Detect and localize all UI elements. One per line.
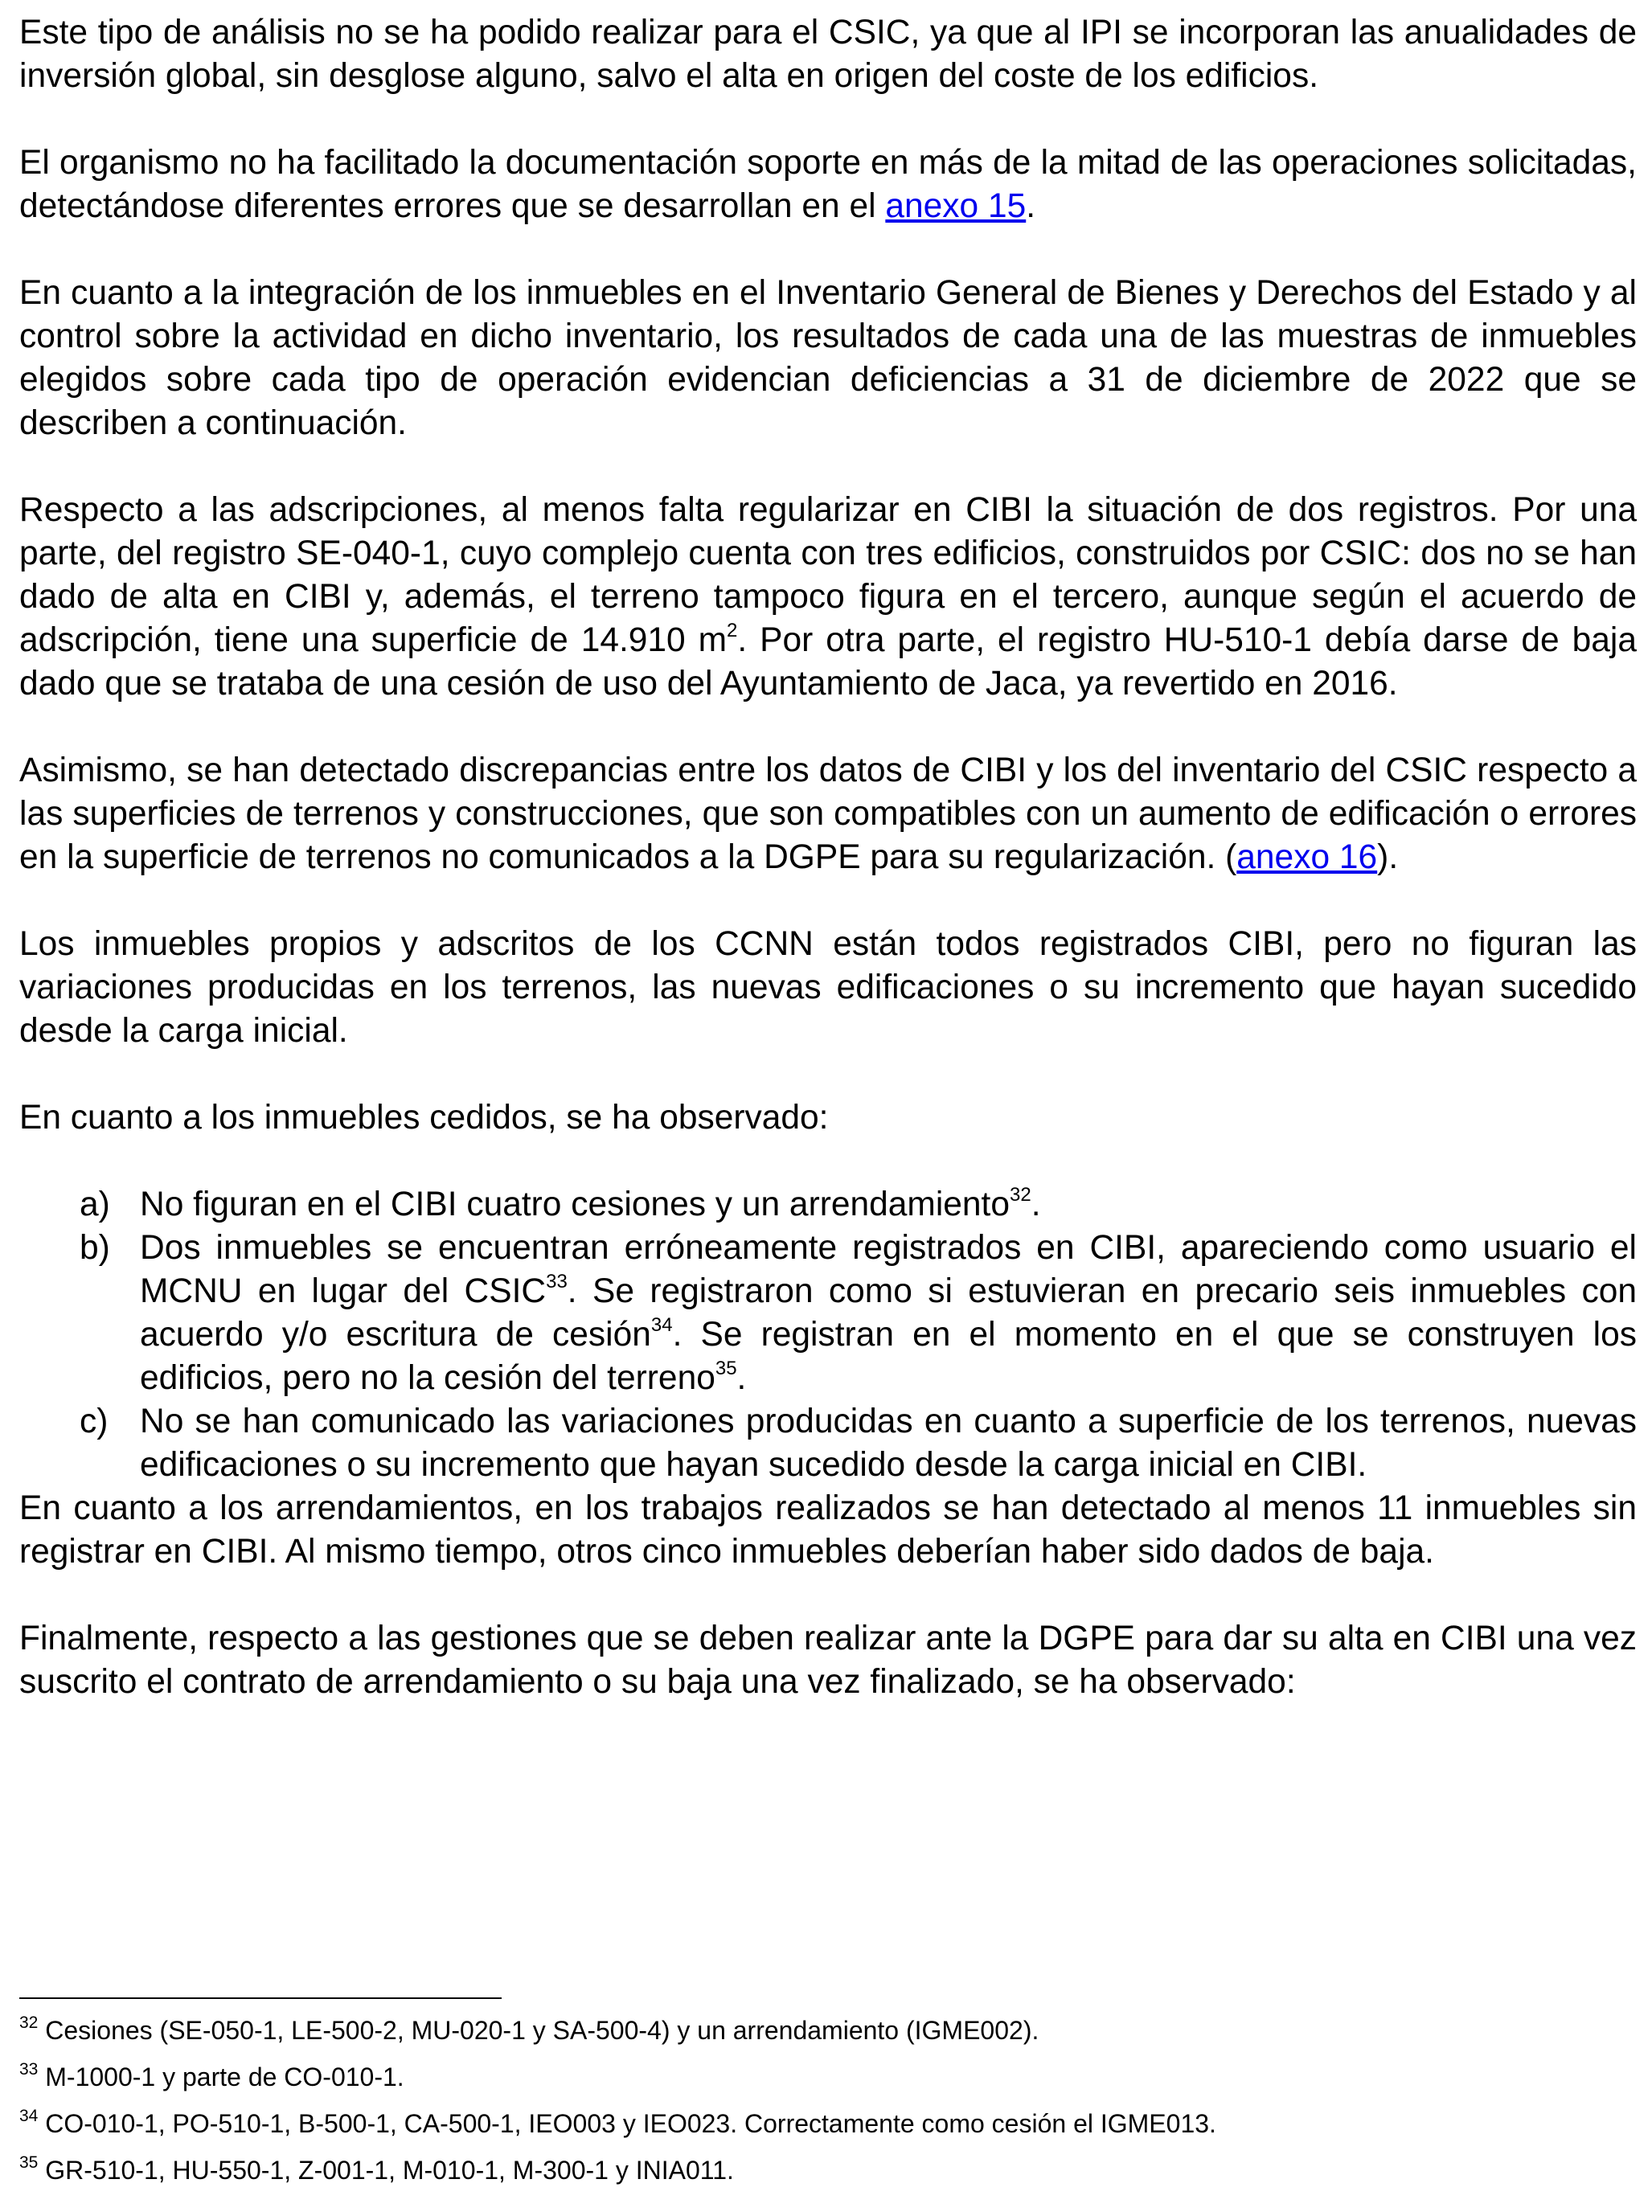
footnotes-section: [19, 1997, 1637, 2202]
footnote-text: CO-010-1, PO-510-1, B-500-1, CA-500-1, IEO003 y IEO023. Correctamente como cesión el IGME013.: [38, 2109, 1216, 2138]
list-marker: a): [80, 1186, 110, 1223]
paragraph-end: . Por otra parte, el registro HU-510-1 debía darse de baja dado que se trataba de una cesión de uso del Ayuntamiento de Jaca, ya revertido en 2016.: [19, 621, 1637, 703]
paragraph-arrendamientos: En cuanto a los arrendamientos, en los trabajos realizados se han detectado al menos 11 inmuebles sin registrar en CIBI. Al mismo tiempo, otros cinco inmuebles deberían haber sido dados de baja.: [19, 1489, 1637, 1571]
paragraph-end: .: [1026, 187, 1036, 225]
footnote-ref-34[interactable]: 34: [650, 1314, 673, 1336]
anexo-15-link[interactable]: anexo 15: [885, 187, 1027, 225]
list-marker: c): [80, 1403, 109, 1440]
footnote-text: GR-510-1, HU-550-1, Z-001-1, M-010-1, M-300-1 y INIA011.: [38, 2156, 734, 2185]
list-item-text: No figuran en el CIBI cuatro cesiones y un arrendamiento: [140, 1186, 1010, 1223]
superscript: 2: [727, 620, 738, 641]
paragraph-adscripciones: [19, 489, 1637, 706]
paragraph-end: ).: [1377, 838, 1399, 876]
footnote-32: [19, 2015, 1637, 2046]
list-item-end: .: [1031, 1186, 1041, 1223]
paragraph-cedidos-intro: En cuanto a los inmuebles cedidos, se ha observado:: [19, 1099, 829, 1137]
paragraph-documentation: [19, 141, 1637, 228]
list-item-a: [19, 1183, 1637, 1227]
footnote-separator: [19, 1997, 502, 1999]
list-item-c: [19, 1400, 1637, 1487]
list-item-text: Dos inmuebles se encuentran erróneamente registrados en CIBI, apareciendo como usuario el MCNU en lugar del CSIC: [140, 1229, 1637, 1310]
paragraph-text: El organismo no ha facilitado la documentación soporte en más de la mitad de las operaciones solicitadas, detectándose diferentes errores que se desarrollan en el: [19, 144, 1637, 225]
paragraph-ipi-analysis: Este tipo de análisis no se ha podido realizar para el CSIC, ya que al IPI se incorporan las anualidades de inversión global, sin desglose alguno, salvo el alta en origen del coste de los edificios.: [19, 14, 1637, 95]
footnote-33: [19, 2062, 1637, 2092]
footnote-35: [19, 2155, 1637, 2185]
document-body: [19, 11, 1637, 1747]
footnote-text: M-1000-1 y parte de CO-010-1.: [38, 2062, 404, 2091]
footnote-number: 33: [19, 2060, 39, 2079]
paragraph-discrepancies: [19, 749, 1637, 879]
paragraph-inventory-integration: En cuanto a la integración de los inmuebles en el Inventario General de Bienes y Derechos del Estado y al control sobre la actividad en dicho inventario, los resultados de cada una de las muestras de inmuebles elegidos sobre cada tipo de operación evidencian deficiencias a 31 de diciembre de 2022 que se describen a continuación.: [19, 274, 1637, 442]
paragraph-text: Respecto a las adscripciones, al menos falta regularizar en CIBI la situación de dos registros. Por una parte, del registro SE-040-1, cuyo complejo cuenta con tres edificios, construidos por CSIC: dos no se han dado de alta en CIBI y, además, el terreno tampoco figura en el tercero, aunque según el acuerdo de adscripción, tiene una superficie de 14.910 m: [19, 491, 1637, 659]
footnote-number: 32: [19, 2013, 39, 2032]
paragraph-ccnn: Los inmuebles propios y adscritos de los CCNN están todos registrados CIBI, pero no figuran las variaciones producidas en los terrenos, las nuevas edificaciones o su incremento que hayan sucedido desde la carga inicial.: [19, 925, 1637, 1050]
paragraph-gestiones-dgpe: Finalmente, respecto a las gestiones que se deben realizar ante la DGPE para dar su alta en CIBI una vez suscrito el contrato de arrendamiento o su baja una vez finalizado, se ha observado:: [19, 1620, 1637, 1701]
footnote-number: 34: [19, 2107, 39, 2125]
footnote-number: 35: [19, 2153, 39, 2172]
list-marker: b): [80, 1229, 110, 1267]
list-item-end: .: [736, 1359, 747, 1397]
observations-list: [19, 1183, 1637, 1487]
list-item-text: . Se registraron como si estuvieran en precario seis inmuebles con acuerdo y/o escritura de cesión: [140, 1272, 1637, 1354]
paragraph-text: Asimismo, se han detectado discrepancias entre los datos de CIBI y los del inventario del CSIC respecto a las superficies de terrenos y construcciones, que son compatibles con un aumento de edificación o errores en la superficie de terrenos no comunicados a la DGPE para su regularización. (: [19, 752, 1637, 876]
footnote-ref-35[interactable]: 35: [715, 1358, 737, 1379]
anexo-16-link[interactable]: anexo 16: [1236, 838, 1378, 876]
list-item-b: [19, 1227, 1637, 1400]
footnote-text: Cesiones (SE-050-1, LE-500-2, MU-020-1 y SA-500-4) y un arrendamiento (IGME002).: [38, 2016, 1039, 2045]
list-item-text: . Se registran en el momento en el que se construyen los edificios, pero no la cesión del terreno: [140, 1316, 1637, 1397]
footnote-34: [19, 2108, 1637, 2139]
list-item-text: No se han comunicado las variaciones producidas en cuanto a superficie de los terrenos, nuevas edificaciones o su incremento que hayan sucedido desde la carga inicial en CIBI.: [140, 1403, 1637, 1484]
footnote-ref-33[interactable]: 33: [546, 1271, 568, 1292]
footnote-ref-32[interactable]: 32: [1010, 1184, 1031, 1206]
